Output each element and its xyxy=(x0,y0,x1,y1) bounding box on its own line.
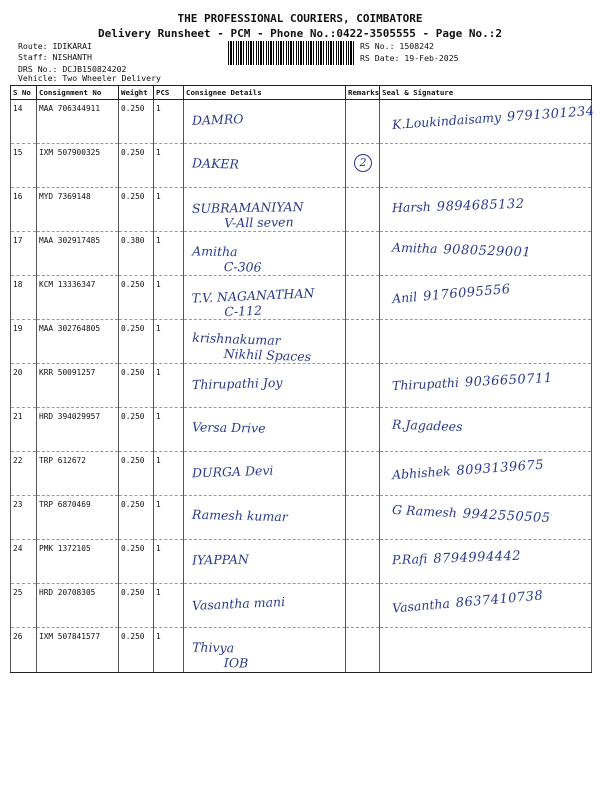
signature-cell xyxy=(380,364,592,408)
consignee-address: V-All seven xyxy=(223,213,294,230)
signature-phone: 9036650711 xyxy=(464,370,553,391)
table-row xyxy=(11,408,592,452)
weight-value: 0.250 xyxy=(119,628,154,673)
signature-handwriting xyxy=(392,589,544,615)
remarks-cell xyxy=(346,496,380,540)
weight-value: 0.250 xyxy=(119,100,154,144)
remarks-cell xyxy=(346,628,380,673)
consignee-cell xyxy=(184,276,346,320)
serial-number: 14 xyxy=(11,100,37,144)
consignee-address: IOB xyxy=(223,654,249,670)
pcs-value: 1 xyxy=(154,628,184,673)
signature-phone: 8794994442 xyxy=(433,548,522,567)
serial-number: 23 xyxy=(11,496,37,540)
weight-value: 0.250 xyxy=(119,408,154,452)
signature-phone: 8637410738 xyxy=(455,588,544,612)
rs-date: RS Date: 19-Feb-2025 xyxy=(360,53,459,63)
consignee-name: Vasantha mani xyxy=(191,593,286,614)
consignment-number: IXM 507841577 xyxy=(37,628,119,673)
route-label: Route: IDIKARAI xyxy=(18,41,92,51)
table-row xyxy=(11,320,592,364)
consignee-cell xyxy=(184,408,346,452)
signature-phone: 9894685132 xyxy=(436,196,525,215)
weight-value: 0.250 xyxy=(119,320,154,364)
signature-name: G Ramesh xyxy=(391,501,458,521)
consignment-number: TRP 6870469 xyxy=(37,496,119,540)
consignment-number: HRD 20708305 xyxy=(37,584,119,628)
consignee-name: Ramesh kumar xyxy=(191,506,288,525)
consignee-cell xyxy=(184,496,346,540)
pcs-value: 1 xyxy=(154,276,184,320)
signature-phone: 8093139675 xyxy=(456,457,545,479)
signature-name: R.Jagadees xyxy=(391,416,463,435)
table-row xyxy=(11,188,592,232)
remarks-cell xyxy=(346,452,380,496)
signature-cell xyxy=(380,408,592,452)
consignment-number: MAA 302764805 xyxy=(37,320,119,364)
signature-handwriting xyxy=(392,550,521,567)
consignee-cell xyxy=(184,628,346,673)
pcs-value: 1 xyxy=(154,540,184,584)
consignee-name: DAMRO xyxy=(191,111,244,128)
runsheet-table xyxy=(10,85,596,673)
consignment-number: HRD 394029957 xyxy=(37,408,119,452)
consignee-name: T.V. NAGANATHAN xyxy=(191,285,315,306)
serial-number: 18 xyxy=(11,276,37,320)
remark-mark: 2 xyxy=(354,154,372,172)
consignee-cell xyxy=(184,188,346,232)
table-row xyxy=(11,364,592,408)
vehicle-label: Vehicle: Two Wheeler Delivery xyxy=(18,73,161,83)
table-row xyxy=(11,232,592,276)
signature-phone: 9942550505 xyxy=(462,506,551,527)
remarks-cell xyxy=(346,584,380,628)
signature-handwriting xyxy=(392,459,545,483)
serial-number: 25 xyxy=(11,584,37,628)
weight-value: 0.250 xyxy=(119,452,154,496)
col-consignee: Consignee Details xyxy=(184,86,346,100)
consignee-name: krishnakumar xyxy=(192,329,281,349)
pcs-value: 1 xyxy=(154,408,184,452)
document-title: THE PROFESSIONAL COURIERS, COIMBATORE xyxy=(177,12,423,25)
consignment-number: MAA 302917485 xyxy=(37,232,119,276)
col-pcs: PCS xyxy=(154,86,184,100)
pcs-value: 1 xyxy=(154,584,184,628)
consignee-name: Thirupathi Joy xyxy=(191,374,283,393)
consignee-cell xyxy=(184,320,346,364)
weight-value: 0.250 xyxy=(119,540,154,584)
pcs-value: 1 xyxy=(154,188,184,232)
consignee-cell xyxy=(184,232,346,276)
table-row xyxy=(11,452,592,496)
consignee-address: Nikhil Spaces xyxy=(223,345,312,364)
consignee-cell xyxy=(184,452,346,496)
consignee-handwriting xyxy=(191,593,286,614)
consignment-number: KCM 13336347 xyxy=(37,276,119,320)
serial-number: 26 xyxy=(11,628,37,673)
barcode xyxy=(228,41,354,65)
consignee-name: Thivya xyxy=(192,639,235,656)
signature-handwriting xyxy=(392,105,595,132)
consignee-handwriting xyxy=(192,329,312,364)
remarks-cell xyxy=(346,100,380,144)
signature-name: K.Loukindaisamy xyxy=(391,109,502,133)
table-row xyxy=(11,100,592,144)
weight-value: 0.250 xyxy=(119,584,154,628)
consignee-handwriting xyxy=(192,201,304,230)
signature-cell xyxy=(380,540,592,584)
signature-handwriting xyxy=(392,283,511,306)
pcs-value: 1 xyxy=(154,100,184,144)
consignee-handwriting xyxy=(192,245,262,273)
remarks-cell xyxy=(346,232,380,276)
consignee-handwriting xyxy=(192,157,239,171)
remarks-cell xyxy=(346,144,380,188)
signature-name: Harsh xyxy=(391,198,432,216)
pcs-value: 1 xyxy=(154,496,184,540)
weight-value: 0.380 xyxy=(119,232,154,276)
consignee-handwriting xyxy=(191,374,283,393)
weight-value: 0.250 xyxy=(119,276,154,320)
consignee-handwriting xyxy=(192,639,249,670)
weight-value: 0.250 xyxy=(119,144,154,188)
signature-name: P.Rafi xyxy=(391,551,428,568)
signature-name: Vasantha xyxy=(391,595,451,616)
table-header-row xyxy=(11,86,592,100)
remarks-cell xyxy=(346,276,380,320)
pcs-value: 1 xyxy=(154,232,184,276)
table-row xyxy=(11,628,592,673)
remarks-cell xyxy=(346,540,380,584)
signature-name: Amitha xyxy=(391,239,438,257)
consignee-handwriting xyxy=(192,421,266,435)
signature-handwriting xyxy=(391,416,469,435)
consignee-handwriting xyxy=(191,551,250,568)
consignee-handwriting xyxy=(191,506,288,525)
table-row xyxy=(11,496,592,540)
rs-number: RS No.: 1508242 xyxy=(360,41,434,51)
signature-cell xyxy=(380,144,592,188)
pcs-value: 1 xyxy=(154,364,184,408)
signature-name: Abhishek xyxy=(391,463,452,483)
consignee-cell xyxy=(184,364,346,408)
serial-number: 22 xyxy=(11,452,37,496)
pcs-value: 1 xyxy=(154,452,184,496)
consignment-number: TRP 612672 xyxy=(37,452,119,496)
col-remarks: Remarks xyxy=(346,86,380,100)
signature-cell xyxy=(380,584,592,628)
consignee-cell xyxy=(184,540,346,584)
consignee-name: IYAPPAN xyxy=(191,551,250,568)
signature-handwriting xyxy=(391,501,551,527)
signature-name: Anil xyxy=(391,289,418,307)
consignee-name: Versa Drive xyxy=(191,419,266,436)
serial-number: 21 xyxy=(11,408,37,452)
weight-value: 0.250 xyxy=(119,188,154,232)
consignee-name: Amitha xyxy=(192,243,238,260)
signature-cell xyxy=(380,496,592,540)
remarks-cell xyxy=(346,408,380,452)
remarks-cell xyxy=(346,364,380,408)
runsheet-subtitle: Delivery Runsheet - PCM - Phone No.:0422-3505555 - Page No.:2 xyxy=(98,27,502,40)
serial-number: 17 xyxy=(11,232,37,276)
signature-phone: 9176095556 xyxy=(422,281,512,305)
consignee-name: SUBRAMANIYAN xyxy=(191,199,304,216)
col-weight: Weight xyxy=(119,86,154,100)
pcs-value: 1 xyxy=(154,144,184,188)
col-signature: Seal & Signature xyxy=(380,86,592,100)
table-row xyxy=(11,584,592,628)
signature-cell xyxy=(380,100,596,144)
serial-number: 20 xyxy=(11,364,37,408)
signature-cell xyxy=(380,320,592,364)
drs-number: DRS No.: DCJB150824202 xyxy=(18,64,127,74)
remarks-cell xyxy=(346,320,380,364)
signature-handwriting xyxy=(392,198,525,216)
consignment-number: MAA 706344911 xyxy=(37,100,119,144)
signature-name: Thirupathi xyxy=(391,374,460,394)
consignee-cell xyxy=(184,584,346,628)
consignee-handwriting xyxy=(192,113,244,127)
serial-number: 15 xyxy=(11,144,37,188)
col-consignment: Consignment No xyxy=(37,86,119,100)
table-row xyxy=(11,144,592,188)
consignee-name: DAKER xyxy=(191,155,240,172)
consignment-number: MYD 7369148 xyxy=(37,188,119,232)
consignment-number: IXM 507900325 xyxy=(37,144,119,188)
signature-handwriting xyxy=(392,372,553,393)
serial-number: 24 xyxy=(11,540,37,584)
signature-cell xyxy=(380,452,592,496)
weight-value: 0.250 xyxy=(119,496,154,540)
signature-handwriting xyxy=(391,239,532,261)
signature-cell xyxy=(380,276,592,320)
consignee-address: C-112 xyxy=(223,302,263,319)
remarks-cell xyxy=(346,188,380,232)
table-row xyxy=(11,276,592,320)
signature-phone: 9080529001 xyxy=(443,242,532,261)
signature-cell xyxy=(380,628,592,673)
signature-phone: 9791301234 xyxy=(506,103,596,126)
staff-label: Staff: NISHANTH xyxy=(18,52,92,62)
table-row xyxy=(11,540,592,584)
weight-value: 0.250 xyxy=(119,364,154,408)
consignee-handwriting xyxy=(191,462,274,481)
pcs-value: 1 xyxy=(154,320,184,364)
signature-cell xyxy=(380,188,592,232)
consignment-number: PMK 1372105 xyxy=(37,540,119,584)
consignee-name: DURGA Devi xyxy=(191,462,274,481)
col-sno: S No xyxy=(11,86,37,100)
consignee-address: C-306 xyxy=(223,258,262,275)
consignee-cell xyxy=(184,144,346,188)
signature-cell xyxy=(380,232,592,276)
serial-number: 19 xyxy=(11,320,37,364)
consignment-number: KRR 50091257 xyxy=(37,364,119,408)
consignee-cell xyxy=(184,100,346,144)
consignee-handwriting xyxy=(191,287,315,319)
serial-number: 16 xyxy=(11,188,37,232)
